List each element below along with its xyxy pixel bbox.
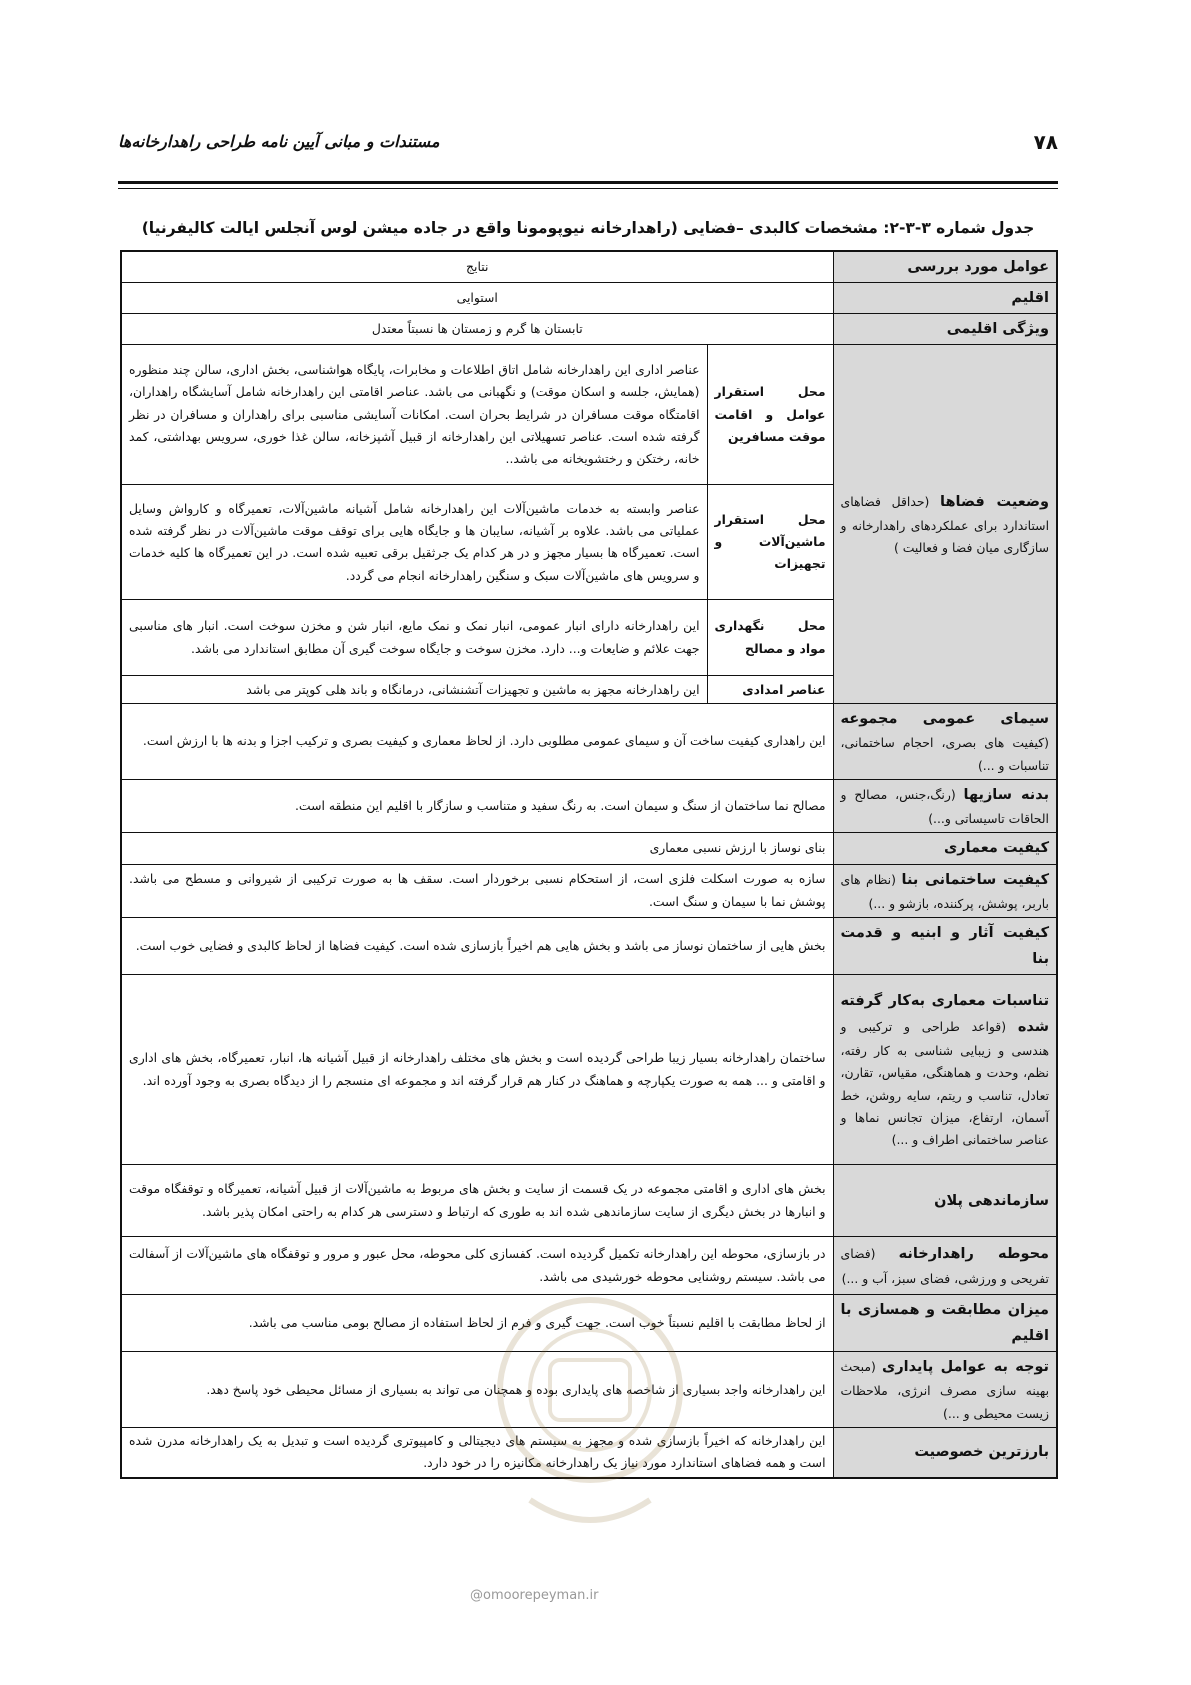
- header-rule-thick: [118, 181, 1058, 184]
- row-label: محوطه راهدارخانه: [898, 1246, 1050, 1263]
- space-sub-label: عناصر امدادی: [707, 676, 833, 704]
- climate-label: اقلیم: [1011, 290, 1050, 307]
- table-caption: جدول شماره ۳-۳-۲: مشخصات کالبدی –فضایی (راهدارخانه نیوپومونا واقع در جاده میشن لوس آنجلس ایالت کالیفرنیا): [141, 219, 1035, 237]
- table-row: [121, 1428, 1057, 1478]
- table-row: [121, 704, 1057, 780]
- table-row: [121, 780, 1057, 833]
- header-rule-thin: [118, 188, 1058, 189]
- row-label: سازماندهی پلان: [934, 1192, 1050, 1209]
- row-note: (کیفیت های بصری، احجام ساختمانی، تناسبات و ...): [840, 735, 1050, 773]
- row-text: بخش های اداری و اقامتی مجموعه در یک قسمت از سایت و بخش های مربوط به ماشین‌آلات از قبیل آشیانه، تعمیرگاه و توقفگاه موقت و انبارها در بخش دیگری از سایت سازماندهی شده اند به طوری که ارتباط و دسترسی هر کدام به راحتی امکان پذیر باشد.: [121, 1165, 833, 1237]
- row-text: این راهداری کیفیت ساخت آن و سیمای عمومی مطلوبی دارد. از لحاظ معماری و کیفیت بصری و ترکیب اجزا و بدنه ها با ارزش است.: [121, 704, 833, 780]
- table-header-row: [121, 251, 1057, 283]
- row-label: کیفیت آثار و ابنیه و قدمت بنا: [840, 924, 1050, 968]
- row-label-cell: [833, 780, 1057, 833]
- table-row: [121, 1237, 1057, 1295]
- row-text: از لحاظ مطابقت با اقلیم نسبتاً خوب است. جهت گیری و فرم از لحاظ استفاده از مصالح بومی مناسب می باشد.: [121, 1295, 833, 1352]
- table-row: [121, 283, 1057, 314]
- row-label-cell: [833, 975, 1057, 1165]
- row-label-cell: [833, 1237, 1057, 1295]
- row-text: در بازسازی، محوطه این راهدارخانه تکمیل گردیده است. کفسازی کلی محوطه، محل عبور و مرور و توقفگاه های ماشین‌آلات از آسفالت می باشد. سیستم روشنایی محوطه خورشیدی می باشد.: [121, 1237, 833, 1295]
- row-label: بدنه سازیها: [963, 787, 1050, 804]
- table-row: [121, 1165, 1057, 1237]
- row-label: کیفیت ساختمانی بنا: [901, 871, 1050, 888]
- row-text: ساختمان راهدارخانه بسیار زیبا طراحی گردیده است و بخش های مختلف راهدارخانه از قبیل آشیانه ها، انبار، تعمیرگاه، بخش های اداری و اقامتی و ... همه به صورت یکپارچه و هماهنگ در کنار هم قرار گرفته اند و مجموعه ای منسجم را از دیدگاه بصری به وجود آورده اند.: [121, 975, 833, 1165]
- row-note: (فضای تفریحی و ورزشی، فضای سبز، آب و ...): [840, 1246, 1050, 1286]
- row-label-cell: [833, 1165, 1057, 1237]
- row-label-cell: [833, 864, 1057, 917]
- row-text: این راهدارخانه که اخیراً بازسازی شده و مجهز به سیستم های دیجیتالی و کامپیوتری گردیده است و تبدیل به یک راهدارخانه مدرن شده است و همه فضاهای استاندارد مورد نیاز یک راهدارخانه مکانیزه را در خود دارد.: [121, 1428, 833, 1478]
- row-label-cell: [833, 704, 1057, 780]
- row-note: (قواعد طراحی و ترکیبی و هندسی و زیبایی شناسی به کار رفته، نظم، وحدت و هماهنگی، مقیاس، تقارن، تعادل، تناسب و ریتم، سایه روشن، خط آسمان، ارتفاع، میزان تجانس نماها و عناصر ساختمانی اطراف و ...): [840, 1018, 1050, 1148]
- header-factor-cell: [833, 251, 1057, 283]
- row-label: توجه به عوامل پایداری: [882, 1359, 1049, 1376]
- row-text: مصالح نما ساختمان از سنگ و سیمان است. به رنگ سفید و متناسب و سازگار با اقلیم این منطقه است.: [121, 780, 833, 833]
- row-note: (نظام های باربر، پوشش، پرکننده، بازشو و ...): [840, 871, 1050, 911]
- space-sub-text: عناصر اداری این راهدارخانه شامل اتاق اطلاعات و مخابرات، پایگاه هواشناسی، بخش اداری، سالن چند منظوره (همایش، جلسه و اسکان موقت) و نگهبانی می باشد. عناصر اقامتی این راهدارخانه شامل آسایشگاه راهداران، اقامتگاه موقت مسافران در شرایط بحران است. امکانات آسایشی مناسبی برای راهداران و مسافران در نظر گرفته شده است. عناصر تسهیلاتی این راهدارخانه از قبیل آشپزخانه، سالن غذا خوری، سرویس بهداشتی، کمد خانه، رختکن و رختشویخانه می باشد..: [121, 345, 707, 485]
- watermark-site: @omoorepeyman.ir: [470, 1588, 599, 1603]
- row-label-cell: [833, 833, 1057, 864]
- row-label-cell: [833, 917, 1057, 974]
- climate-feature-label: ویژگی اقلیمی: [946, 321, 1050, 338]
- table-row: [121, 975, 1057, 1165]
- space-status-cell: [833, 345, 1057, 704]
- space-sub-text: این راهدارخانه دارای انبار عمومی، انبار نمک و نمک مایع، انبار شن و مخزن سوخت است. انبار های مناسبی جهت علائم و ضایعات و... دارد. مخزن سوخت و جایگاه سوخت گیری آن مطابق استاندارد می باشد.: [121, 600, 707, 676]
- row-label-cell: [833, 1352, 1057, 1428]
- space-sub-text: عناصر وابسته به خدمات ماشین‌آلات این راهدارخانه شامل آشیانه ماشین‌آلات، تعمیرگاه و کارواش وسایل عملیاتی می باشد. علاوه بر آشیانه، سایبان ها و جایگاه هایی برای توقف موقت ماشین‌آلات در نظر گرفته شده است. تعمیرگاه ها بسیار مجهز و در هر کدام یک جرثقیل برقی تعبیه شده است. در این تعمیرگاه ها کلیه خدمات و سرویس های ماشین‌آلات سبک و سنگین راهدارخانه انجام می گردد.: [121, 485, 707, 600]
- row-label: کیفیت معماری: [943, 840, 1050, 857]
- table-row: [121, 1295, 1057, 1352]
- row-text: بنای نوساز با ارزش نسبی معماری: [121, 833, 833, 864]
- row-text: این راهدارخانه واجد بسیاری از شاخصه های پایداری بوده و همچنان می تواند به بسیاری از مسائل محیطی خود پاسخ دهد.: [121, 1352, 833, 1428]
- row-text: سازه به صورت اسکلت فلزی است، از استحکام نسبی برخوردار است. سقف ها به صورت ترکیبی از شیروانی و مسطح می باشد. پوشش نما با سیمان و سنگ است.: [121, 864, 833, 917]
- space-status-note: (حداقل فضاهای استاندارد برای عملکردهای راهدارخانه و سازگاری میان فضا و فعالیت ): [840, 493, 1050, 556]
- row-label-cell: [833, 1428, 1057, 1478]
- table-row: [121, 1352, 1057, 1428]
- climate-feature-label-cell: [833, 314, 1057, 345]
- page-header: [118, 130, 1058, 156]
- row-label: میزان مطابقت و همسازی با اقلیم: [840, 1302, 1050, 1345]
- space-row: [121, 345, 1057, 485]
- header-factor-label: عوامل مورد بررسی: [907, 259, 1050, 275]
- row-note: (رنگ،جنس، مصالح و الحاقات تاسیساتی و...): [840, 787, 1050, 827]
- row-label: سیمای عمومی مجموعه: [840, 711, 1050, 728]
- table-row: [121, 314, 1057, 345]
- row-note: (مبحث بهینه سازی مصرف انرژی، ملاحظات زیست محیطی و ...): [840, 1359, 1050, 1421]
- space-status-label: وضعیت فضاها: [940, 493, 1050, 510]
- header-result-cell: نتایج: [121, 251, 833, 283]
- space-sub-label: محل استقرار عوامل و اقامت موقت مسافرین: [707, 345, 833, 485]
- space-sub-text: این راهدارخانه مجهز به ماشین و تجهیزات آتشنشانی، درمانگاه و باند هلی کوپتر می باشد: [121, 676, 707, 704]
- climate-value: استوایی: [121, 283, 833, 314]
- specs-table: [120, 250, 1058, 1479]
- space-sub-label: محل نگهداری مواد و مصالح: [707, 600, 833, 676]
- row-text: بخش هایی از ساختمان نوساز می باشد و بخش هایی هم اخیراً بازسازی شده است. کیفیت فضاها از لحاظ کالبدی و فضایی خوب است.: [121, 917, 833, 974]
- table-row: [121, 917, 1057, 974]
- row-label-cell: [833, 1295, 1057, 1352]
- page-number: ۷۸: [1033, 130, 1058, 154]
- climate-label-cell: [833, 283, 1057, 314]
- space-sub-label: محل استقرار ماشین‌آلات و تجهیزات: [707, 485, 833, 600]
- table-row: [121, 864, 1057, 917]
- running-title: مستندات و مبانی آیین نامه طراحی راهدارخانه‌ها: [118, 132, 440, 151]
- climate-feature-value: تابستان ها گرم و زمستان ها نسبتاً معتدل: [121, 314, 833, 345]
- row-label: بارزترین خصوصیت: [914, 1444, 1050, 1461]
- table-row: [121, 833, 1057, 864]
- row-label: تناسبات معماری به‌کار گرفته شده: [840, 992, 1050, 1035]
